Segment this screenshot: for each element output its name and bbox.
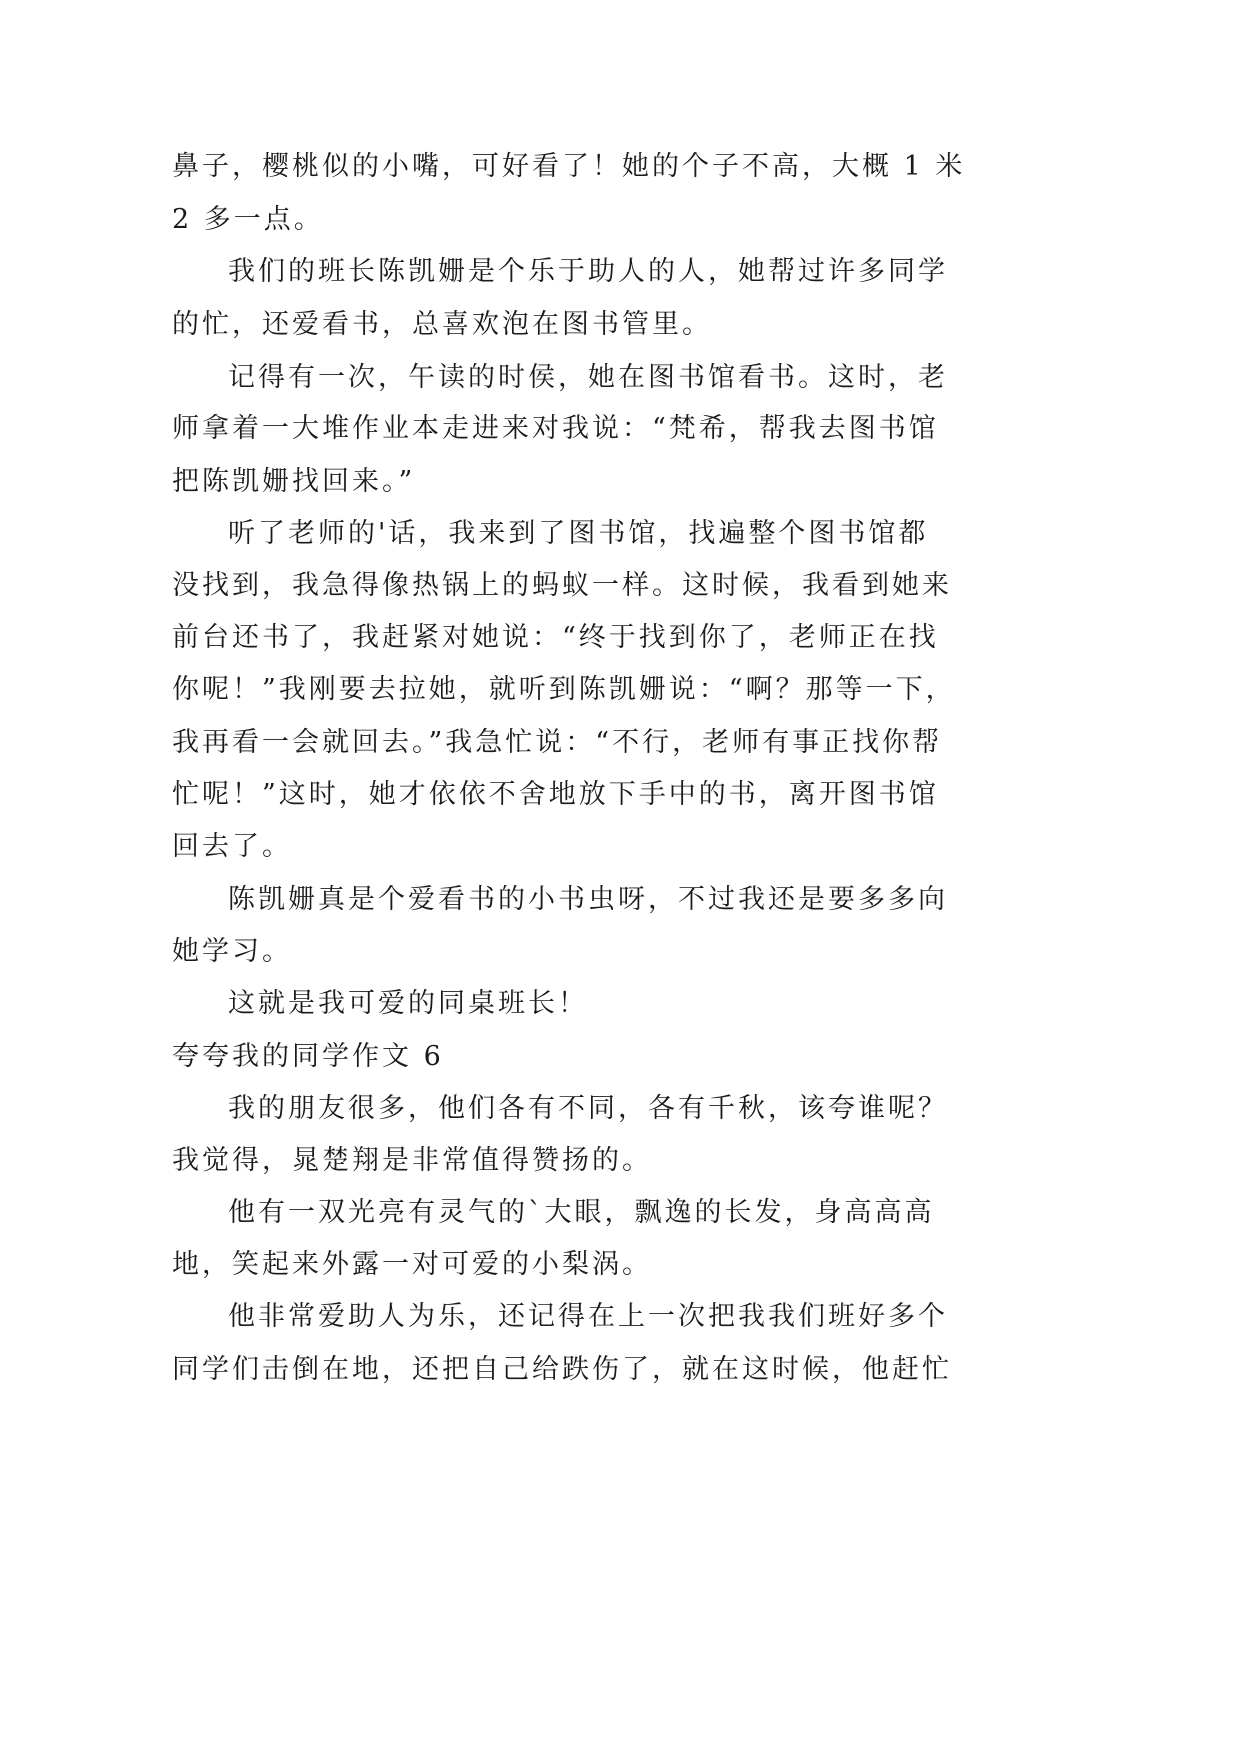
text-line: 同学们击倒在地，还把自己给跌伤了，就在这时候，他赶忙 <box>172 1354 952 1385</box>
paragraph-start: 我的朋友很多，他们各有不同，各有千秋，该夸谁呢？ <box>228 1093 948 1124</box>
paragraph-start: 记得有一次，午读的时侯，她在图书馆看书。这时，老 <box>228 362 948 393</box>
paragraph-start: 他非常爱助人为乐，还记得在上一次把我我们班好多个 <box>228 1301 948 1332</box>
text-line: 2 多一点。 <box>172 204 324 235</box>
text-line: 她学习。 <box>172 936 292 967</box>
text-line: 前台还书了，我赶紧对她说：“终于找到你了，老师正在找 <box>172 622 939 653</box>
text-line: 的忙，还爱看书，总喜欢泡在图书管里。 <box>172 309 712 340</box>
paragraph-start: 陈凯姗真是个爱看书的小书虫呀，不过我还是要多多向 <box>228 884 948 915</box>
text-line: 我觉得，晁楚翔是非常值得赞扬的。 <box>172 1145 652 1176</box>
paragraph-start: 他有一双光亮有灵气的`大眼，飘逸的长发，身高高高 <box>228 1197 935 1228</box>
text-line: 忙呢！”这时，她才依依不舍地放下手中的书，离开图书馆 <box>172 779 939 810</box>
text-line: 师拿着一大堆作业本走进来对我说：“梵希，帮我去图书馆 <box>172 413 939 444</box>
section-title: 夸夸我的同学作文 6 <box>172 1041 444 1072</box>
text-line: 把陈凯姗找回来。” <box>172 466 416 497</box>
text-line: 回去了。 <box>172 831 292 862</box>
paragraph-start: 听了老师的'话，我来到了图书馆，找遍整个图书馆都 <box>228 518 929 549</box>
text-line: 你呢！”我刚要去拉她，就听到陈凯姗说：“啊？那等一下， <box>172 674 956 705</box>
text-line: 鼻子，樱桃似的小嘴，可好看了！她的个子不高，大概 1 米 <box>172 151 966 182</box>
paragraph-start: 这就是我可爱的同桌班长！ <box>228 988 588 1019</box>
text-line: 地，笑起来外露一对可爱的小梨涡。 <box>172 1249 652 1280</box>
paragraph-start: 我们的班长陈凯姗是个乐于助人的人，她帮过许多同学 <box>228 256 948 287</box>
text-line: 我再看一会就回去。”我急忙说：“不行，老师有事正找你帮 <box>172 727 943 758</box>
text-line: 没找到，我急得像热锅上的蚂蚁一样。这时候，我看到她来 <box>172 570 952 601</box>
